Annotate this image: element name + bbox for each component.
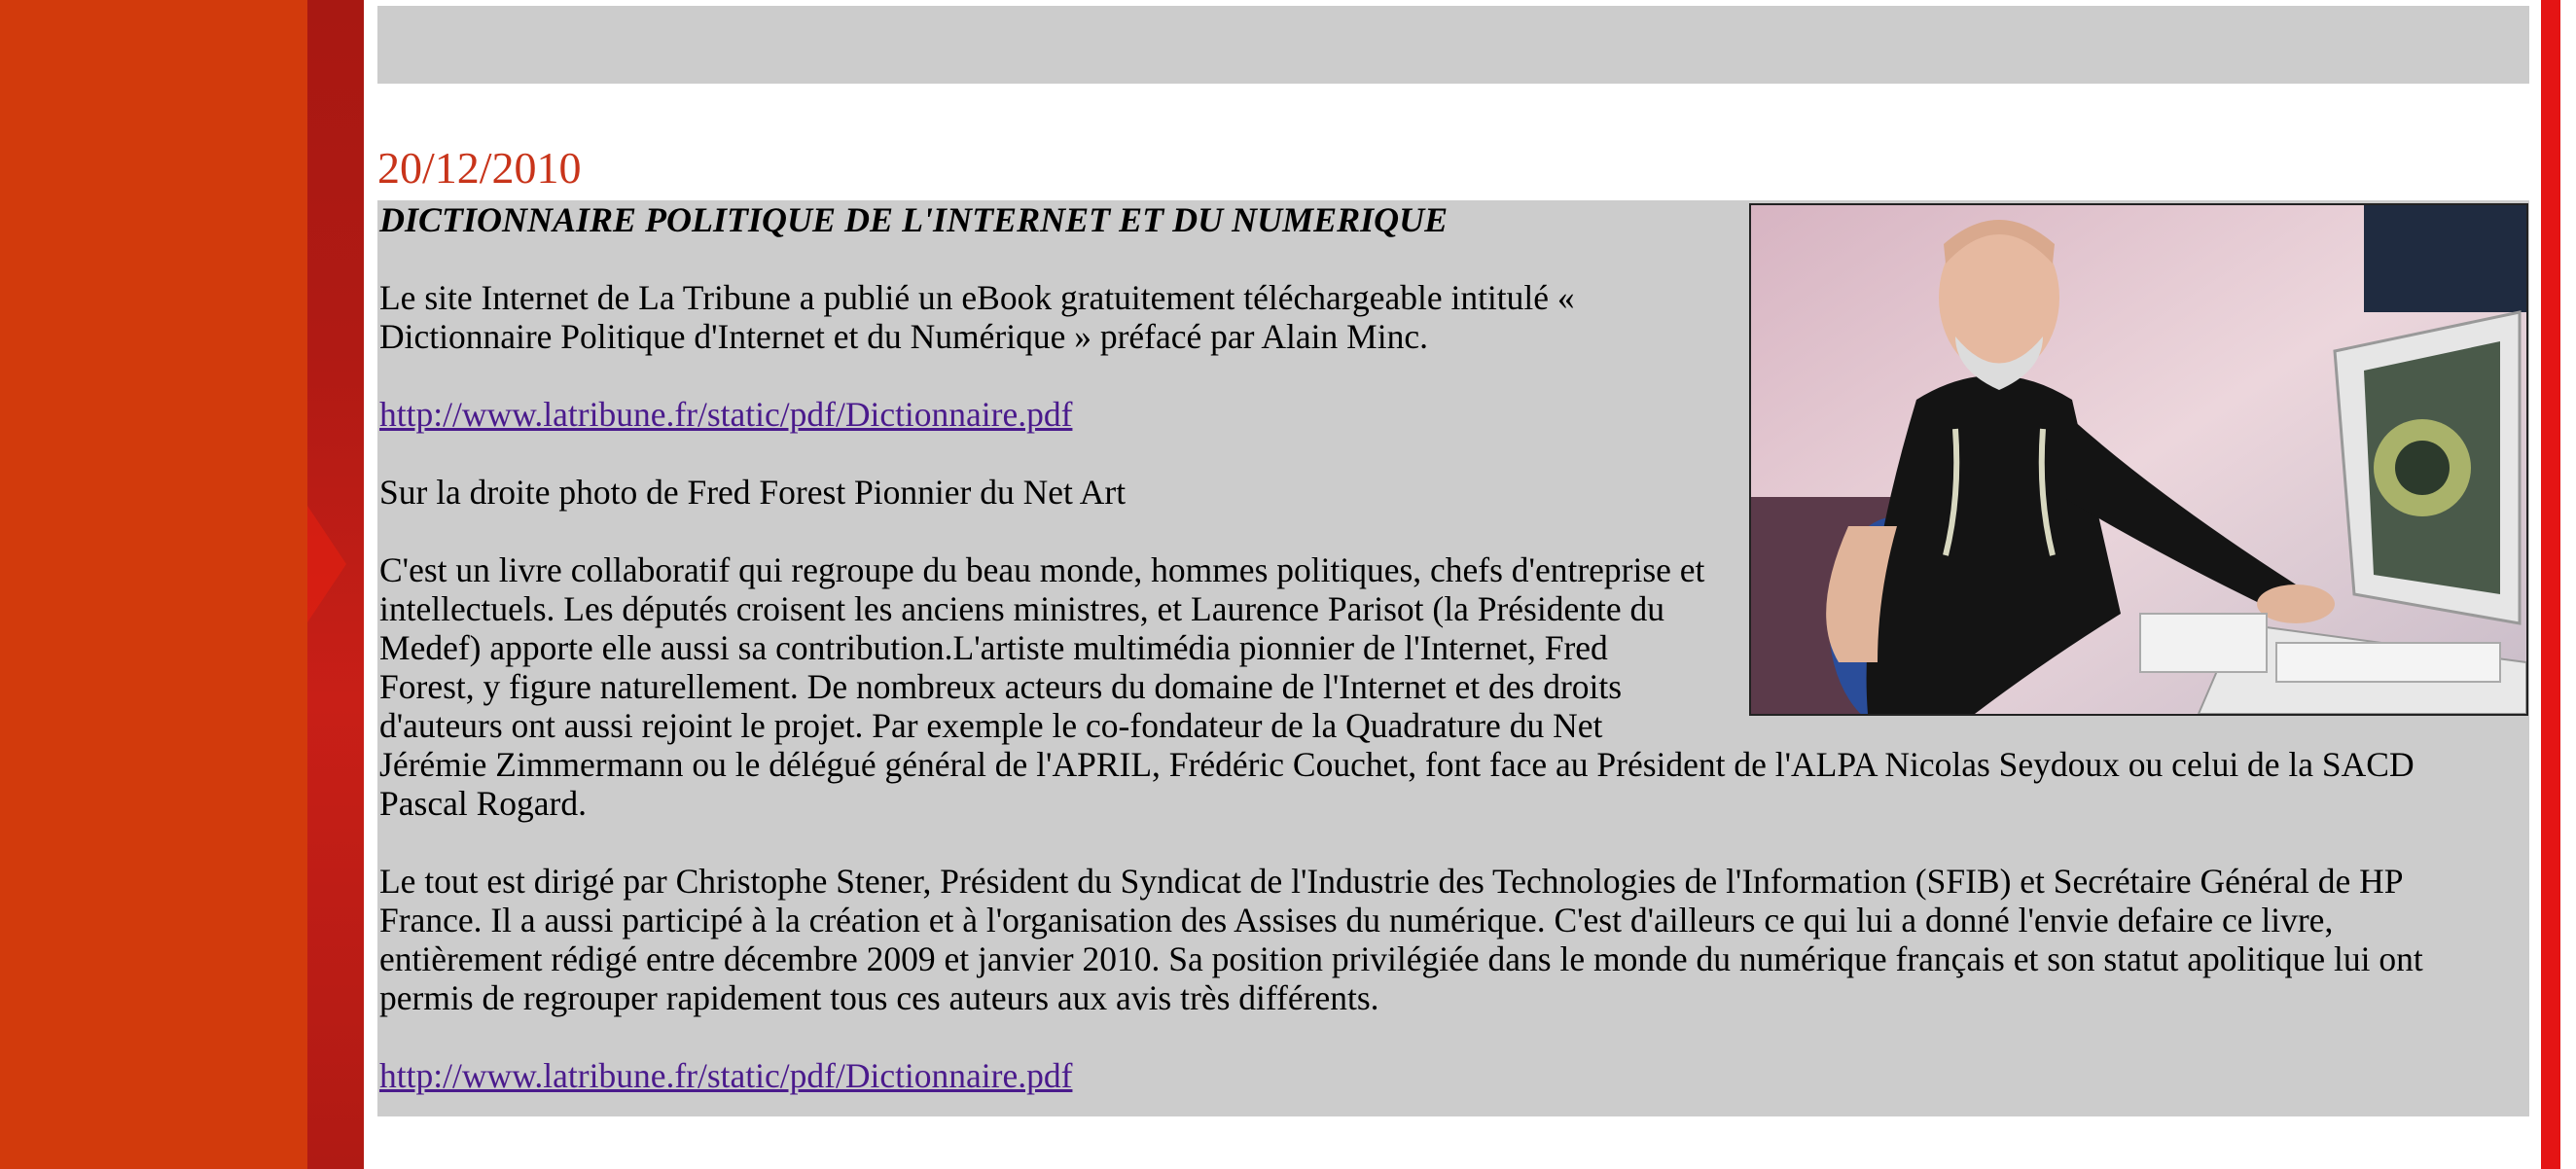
post-paragraph-intro: Le site Internet de La Tribune a publié un eBook gratuitement téléchargeable intitulé « Dictionnaire Politique d'Internet et du Numérique » préfacé par Alain Minc. xyxy=(379,278,1575,356)
post-paragraph-director: Le tout est dirigé par Christophe Stener, Président du Syndicat de l'Industrie des Technologies de l'Information (SFIB) et Secrétaire Général de HP France. Il a aussi participé à la création et à l'organisation des Assises du numérique. C'est d'ailleurs ce qui lui a donné l'envie defaire ce livre, entièrement rédigé entre décembre 2009 et janvier 2010. Sa position privilégiée dans le monde du numérique français et son statut apolitique lui ont permis de regrouper rapidement tous ces auteurs aux avis très différents. xyxy=(379,862,2423,1017)
left-decorative-band xyxy=(0,0,307,1169)
scrollbar[interactable] xyxy=(2560,1070,2570,1169)
post-date: 20/12/2010 xyxy=(377,143,582,193)
dictionnaire-pdf-link-bottom[interactable]: http://www.latribune.fr/static/pdf/Dictionnaire.pdf xyxy=(379,1056,1073,1095)
dictionnaire-pdf-link[interactable]: http://www.latribune.fr/static/pdf/Dictionnaire.pdf xyxy=(379,395,1073,434)
right-decorative-stripe xyxy=(2541,0,2560,1169)
post-title: DICTIONNAIRE POLITIQUE DE L'INTERNET ET DU NUMERIQUE xyxy=(379,200,1449,239)
header-bar xyxy=(377,6,2529,84)
post-paragraph-collaborative: C'est un livre collaboratif qui regroupe du beau monde, hommes politiques, chefs d'entreprise et intellectuels. Les députés croisent les anciens ministres, et Laurence Parisot (la Présidente du Medef) apporte elle aussi sa contribution.L'artiste multimédia pionnier de l'Internet, Fred Forest, y figure naturellement. De nombreux acteurs du domaine de l'Internet et des droits d'auteurs ont aussi rejoint le projet. Par exemple le co-fondateur de la Quadrature du Net Jérémie Zimmermann ou le délégué général de l'APRIL, Frédéric Couchet, font face au Président de l'ALPA Nicolas Seydoux ou celui de la SACD Pascal Rogard. xyxy=(379,550,2415,823)
post-paragraph-photo-caption: Sur la droite photo de Fred Forest Pionnier du Net Art xyxy=(379,473,1127,512)
post-body xyxy=(379,200,2500,1095)
photo-float-spacer xyxy=(1707,200,2500,712)
left-decorative-shape xyxy=(307,506,346,622)
right-edge xyxy=(2560,0,2576,1169)
